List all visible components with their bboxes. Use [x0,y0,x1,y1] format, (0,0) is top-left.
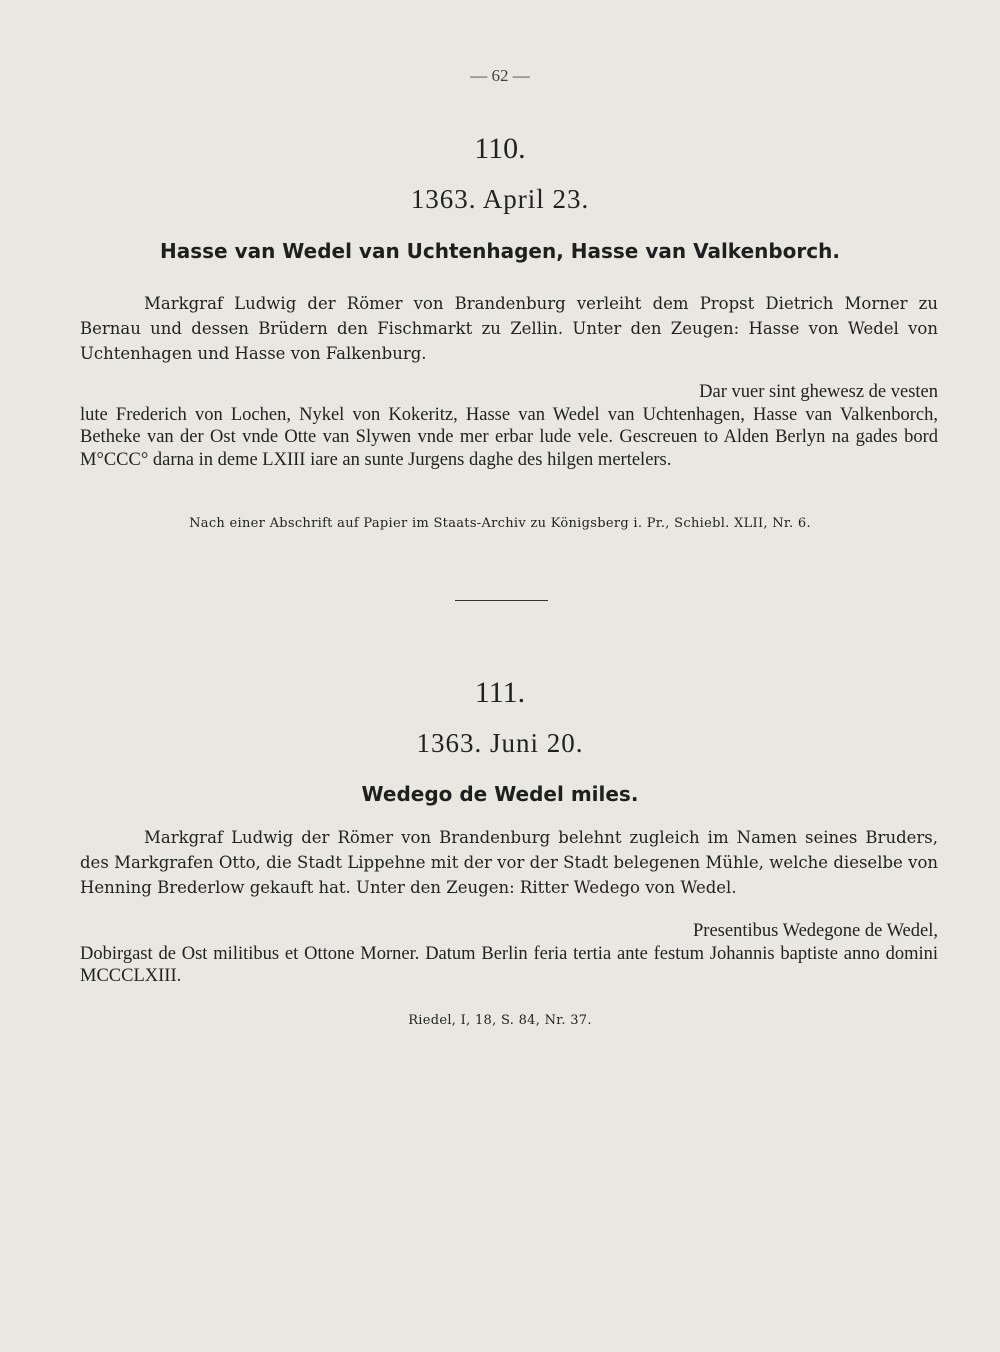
entry-latin-text [80,920,938,988]
entry-latin-text [80,381,938,471]
entry-heading: Wedego de Wedel miles. [361,782,639,806]
entry-regest: Markgraf Ludwig der Römer von Brandenburg belehnt zugleich im Namen seines Bruders, des Markgrafen Otto, die Stadt Lippehne mit der vor der Stadt belegenen Mühle, welche dieselbe von Henning Brederlow gekauft hat. Unter den Zeugen: Ritter Wedego von Wedel. [80,828,938,897]
section-divider [455,600,548,601]
source-citation: Riedel, I, 18, S. 84, Nr. 37. [408,1013,592,1028]
latin-body: Dobirgast de Ost militibus et Ottone Morner. Datum Berlin feria tertia ante festum Johannis baptiste anno domini MCCCLXIII. [80,943,938,986]
entry-regest: Markgraf Ludwig der Römer von Brandenburg verleiht dem Propst Dietrich Morner zu Bernau und dessen Brüdern den Fischmarkt zu Zellin. Unter den Zeugen: Hasse von Wedel von Uchtenhagen und Hasse von Falkenburg. [80,294,938,363]
page-number: — 62 — [470,66,530,85]
latin-first-line: Dar vuer sint ghewesz de vesten [699,382,938,402]
entry-date: 1363. Juni 20. [416,728,584,758]
entry-date: 1363. April 23. [410,184,590,214]
entry-number: 111. [474,676,526,709]
source-citation: Nach einer Abschrift auf Papier im Staats-Archiv zu Königsberg i. Pr., Schiebl. XLII, Nr. 6. [189,516,811,531]
entry-number: 110. [474,132,526,165]
latin-body: lute Frederich von Lochen, Nykel von Kokeritz, Hasse van Wedel van Uchtenhagen, Hasse van Valkenborch, Betheke van der Ost vnde Otte van Slywen vnde mer erbar lude vele. Gescreuen to Alden Berlyn na gades bord M°CCC° darna in deme LXIII iare an sunte Jurgens daghe des hilgen mertelers. [80,404,938,470]
entry-heading: Hasse van Wedel van Uchtenhagen, Hasse van Valkenborch. [160,239,840,263]
latin-first-line: Presentibus Wedegone de Wedel, [693,921,938,941]
